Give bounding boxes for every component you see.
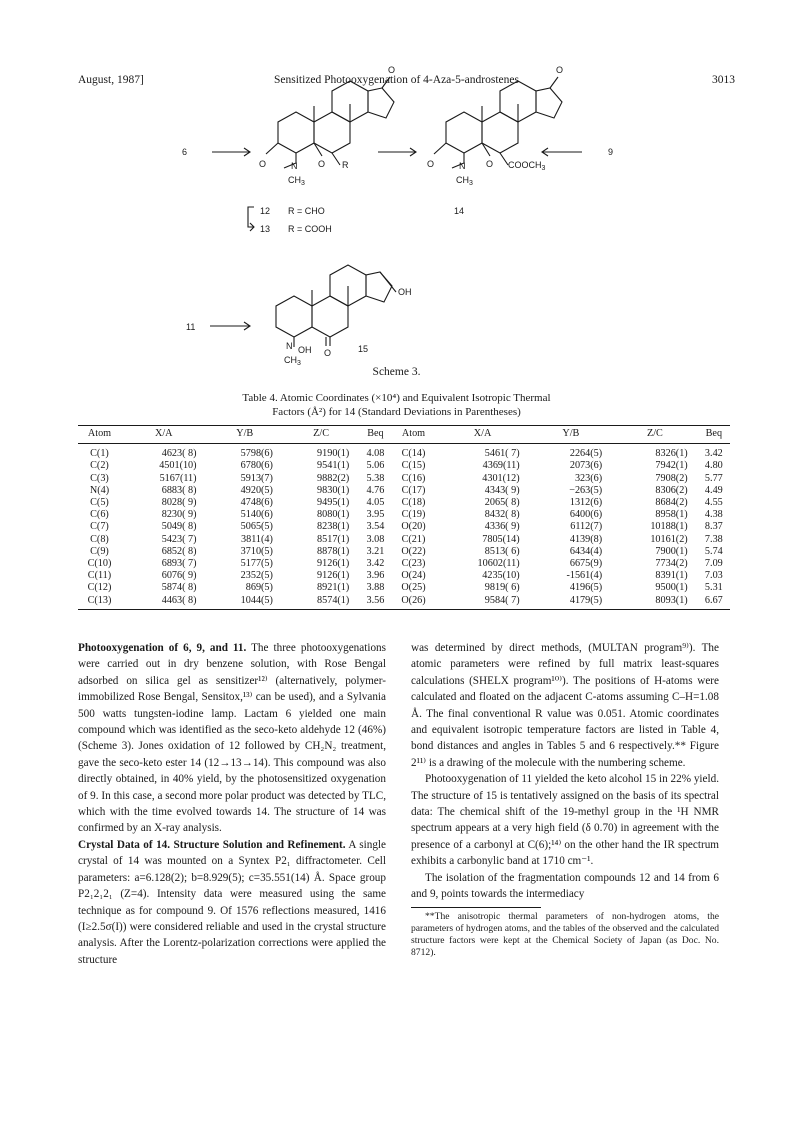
atom-label-o: O [388, 65, 396, 75]
table-cell: 4748(6) [240, 497, 273, 509]
table-cell: C(11) [87, 570, 112, 582]
table-cell: 323(6) [574, 472, 603, 484]
table-cell: 7.38 [704, 533, 723, 545]
table-cell: 3710(5) [240, 545, 273, 557]
table-row [78, 582, 730, 594]
ester-group-label: $COOCH_3$ [508, 160, 546, 172]
table-cell: 3.96 [366, 570, 385, 582]
table-cell: 4235(10) [482, 570, 520, 582]
table-cell: 9190(1) [317, 448, 350, 460]
substituent-r: R [342, 160, 349, 170]
table-cell: 4501(10) [159, 460, 197, 472]
section-heading: Crystal Data of 14. Structure Solution and Refinement. [78, 838, 346, 851]
atomic-coordinates-table [78, 425, 730, 610]
table-cell: 3.54 [366, 521, 385, 533]
atom-label-o: O [259, 159, 267, 169]
table-cell: 8080(1) [317, 509, 350, 521]
atom-label-o: O [556, 65, 564, 75]
table-cell: 7.09 [704, 558, 723, 570]
table-row [78, 473, 730, 485]
table-cell: 5.06 [366, 460, 385, 472]
column-header: Beq [698, 426, 730, 444]
table-cell: 5913(7) [240, 472, 273, 484]
table-cell: 8.37 [704, 521, 723, 533]
table-cell: 8517(1) [317, 533, 350, 545]
table-cell: 10602(11) [477, 558, 520, 570]
column-header: X/A [436, 426, 530, 444]
paragraph-text: The isolation of the fragmentation compounds 12 and 14 from 6 and 9, points towards the intermediacy [411, 871, 719, 901]
table-cell: C(10) [87, 558, 112, 570]
table-cell: 9830(1) [317, 484, 350, 496]
paragraph-text: Photooxygenation of 11 yielded the keto alcohol 15 in 22% yield. The structure of 15 is tentatively assigned on the basis of its spectral data: The chemical shift of the 19-methyl group in the ¹H NMR spectrum appears at a very high field (δ 0.70) in agreement with the presence of a carbonyl at C(6);¹⁴⁾ on the other hand the IR spectrum exhibits a carbonylic band at 1710 cm⁻¹. [411, 773, 719, 868]
footnote-rule [411, 907, 541, 908]
table-cell: 1312(6) [569, 497, 603, 509]
table-cell: C(19) [401, 509, 426, 521]
table-cell: C(18) [401, 497, 426, 509]
table-cell: 6852( 8) [161, 545, 197, 557]
table-cell: 5.74 [704, 545, 723, 557]
table-cell: 10161(2) [650, 533, 688, 545]
table-cell: 4139(8) [569, 533, 603, 545]
left-text-column [78, 640, 386, 968]
table-cell: C(12) [87, 582, 112, 594]
table-row [78, 595, 730, 610]
table-cell: 6893( 7) [161, 558, 197, 570]
atom-label-n: N [286, 341, 293, 351]
atom-label-o: O [324, 348, 332, 358]
footnote: **The anisotropic thermal parameters of non-hydrogen atoms, the parameters of hydrogen atoms, and the tables of the observed and the calculated structure factors were kept at the Chemical Society of Japan (as Doc. No. 8712). [411, 910, 719, 958]
table-cell: 6112(7) [570, 521, 603, 533]
table-cell: C(7) [90, 521, 109, 533]
table-cell: 4920(5) [240, 484, 273, 496]
atom-label-n: N [459, 161, 466, 171]
table-row [78, 558, 730, 570]
compound-label-11: 11 [186, 322, 196, 332]
table-cell: 8574(1) [283, 595, 359, 610]
structure-keto-alcohol-15 [276, 265, 396, 347]
table-row [78, 460, 730, 472]
column-header: Y/B [530, 426, 613, 444]
table-cell: 5167(11) [159, 472, 197, 484]
table-cell: 2264(5) [569, 448, 603, 460]
section-heading: Photooxygenation of 6, 9, and 11. [78, 642, 247, 654]
table-cell: O(25) [401, 582, 426, 594]
table-cell: 7942(1) [655, 460, 688, 472]
table-cell: 3.08 [366, 533, 385, 545]
table-cell: 10188(1) [650, 521, 688, 533]
methyl-label: $CH_3$ [456, 175, 473, 187]
table-cell: 4196(5) [569, 582, 603, 594]
table-cell: 1044(5) [207, 595, 283, 610]
table-row [78, 570, 730, 582]
r-substituent-cooh: R = COOH [288, 224, 332, 234]
scheme-caption: Scheme 3. [372, 366, 421, 378]
table-cell: 3.88 [366, 582, 385, 594]
table-cell: C(16) [401, 472, 426, 484]
table-cell: 8306(2) [655, 484, 688, 496]
table-cell: O(20) [401, 521, 426, 533]
table-cell: C(3) [90, 472, 109, 484]
table-row [78, 546, 730, 558]
table-cell: 6883( 8) [161, 484, 197, 496]
table-cell: 4.38 [704, 509, 723, 521]
page-number: 3013 [712, 74, 735, 86]
table-cell: 2073(6) [569, 460, 603, 472]
table-cell: 9819( 6) [484, 582, 520, 594]
table-cell: 8684(2) [655, 497, 688, 509]
table-cell: 3.21 [366, 545, 385, 557]
table-cell: 3.56 [359, 595, 391, 610]
table-cell: -1561(4) [566, 570, 603, 582]
table-cell: C(8) [90, 533, 109, 545]
table-cell: 6434(4) [569, 545, 603, 557]
table-cell: C(23) [401, 558, 426, 570]
table-cell: 8921(1) [317, 582, 350, 594]
table-cell: 3.42 [366, 558, 385, 570]
table-cell: 9500(1) [655, 582, 688, 594]
methyl-label: $CH_3$ [284, 355, 301, 367]
atom-label-n: N [291, 161, 298, 171]
compound-label-14: 14 [454, 206, 465, 216]
running-header-title: Sensitized Photooxygenation of 4-Aza-5-androstenes [274, 74, 519, 86]
table-cell: 8093(1) [612, 595, 698, 610]
table-cell: 7.03 [704, 570, 723, 582]
scheme-3-reaction-diagram [0, 0, 793, 380]
paragraph-text: The three photooxygenations were carried out in dry benzene solution, with Rose Bengal adsorbed on silica gel as sensitizer¹²⁾ (alternatively, polymer-immobilized Rose Bengal, Sensitox,¹³⁾ can be used), and a Sylvania 500 watts tungsten-iodine lamp. Lactam 6 yielded one main compound which was identified as the seco-keto aldehyde 12 (46%) (Scheme 3). Jones oxidation of 12 followed by CH₂N₂ treatment, gave the seco-keto ester 14 (12→13→14). This compound was also directly obtained, in 40% yield, by the photosensitized oxygenation of 9. In this case, a second more polar product was detected by TLC, which with the time evolved towards 14. The structure of 14 was confirmed by an X-ray analysis. [78, 642, 386, 835]
column-header: Atom [78, 426, 121, 444]
table-cell: 7805(14) [482, 533, 520, 545]
table-cell: 5177(5) [240, 558, 273, 570]
table-cell: 5.77 [704, 472, 723, 484]
table-cell: 8432( 8) [484, 509, 520, 521]
table-cell: 2352(5) [240, 570, 273, 582]
right-text-column [411, 640, 719, 959]
table-cell: 4.05 [366, 497, 385, 509]
table-cell: 4.76 [366, 484, 385, 496]
table-cell: 8391(1) [655, 570, 688, 582]
table-cell: 3811(4) [241, 533, 273, 545]
structure-seco-keto-ester-14 [434, 77, 562, 168]
table-cell: 4.08 [366, 448, 385, 460]
table-cell: O(26) [392, 595, 436, 610]
table-cell: 4.49 [704, 484, 723, 496]
table-row [78, 485, 730, 497]
table-caption-line-2: Factors (Å²) for 14 (Standard Deviations in Parentheses) [272, 406, 521, 418]
table-cell: 4.80 [704, 460, 723, 472]
table-row [78, 509, 730, 521]
table-cell: N(4) [89, 484, 110, 496]
table-cell: C(2) [90, 460, 109, 472]
table-cell: 3.95 [366, 509, 385, 521]
paragraph-text: was determined by direct methods, (MULTAN program⁹⁾). The atomic parameters were refined by full matrix least-squares calculations (SHELX program¹⁰⁾). The positions of H-atoms were calculated and floated on the adjacent C-atoms assuming C–H=1.08 Å. The final conventional R value was 0.051. Atomic coordinates and equivalent isotropic temperature factors are listed in Table 4, bond distances and angles in Tables 5 and 6 respectively.** Figure 2¹¹⁾ is a drawing of the molecule with the numbering scheme. [411, 642, 719, 769]
table-cell: 8326(1) [655, 448, 688, 460]
table-cell: 5874( 8) [161, 582, 197, 594]
table-cell: 8878(1) [317, 545, 350, 557]
atom-label-o: O [427, 159, 435, 169]
table-row [78, 521, 730, 533]
table-cell: 9495(1) [317, 497, 350, 509]
table-cell: 6400(6) [569, 509, 603, 521]
table-cell: 5.31 [704, 582, 723, 594]
table-cell: 6076( 9) [161, 570, 197, 582]
column-header: Beq [359, 426, 391, 444]
table-cell: C(13) [78, 595, 121, 610]
column-header: Atom [392, 426, 436, 444]
table-cell: 3.42 [704, 448, 723, 460]
table-cell: 7908(2) [655, 472, 688, 484]
hydroxyl-label: OH [298, 345, 312, 355]
table-cell: 7734(2) [655, 558, 688, 570]
compound-label-9: 9 [608, 147, 614, 157]
table-cell: C(15) [401, 460, 426, 472]
table-cell: 5140(6) [240, 509, 273, 521]
table-cell: C(21) [401, 533, 426, 545]
table-cell: 9882(2) [317, 472, 350, 484]
compound-label-12: 12 [260, 206, 271, 216]
table-cell: 4343( 9) [484, 484, 520, 496]
column-header: Y/B [207, 426, 283, 444]
column-header: X/A [121, 426, 207, 444]
table-cell: 9541(1) [317, 460, 350, 472]
compound-label-13: 13 [260, 224, 271, 234]
table-cell: 8513( 6) [484, 545, 520, 557]
table-cell: C(17) [401, 484, 426, 496]
table-cell: C(6) [90, 509, 109, 521]
table-cell: 5423( 7) [161, 533, 197, 545]
table-header-row [78, 426, 730, 444]
table-cell: 9126(1) [317, 558, 350, 570]
table-cell: 8238(1) [317, 521, 350, 533]
hydroxyl-label: OH [398, 287, 412, 297]
table-cell: 9126(1) [317, 570, 350, 582]
table-cell: 2065( 8) [484, 497, 520, 509]
running-header-journal-date: August, 1987] [78, 74, 144, 86]
methyl-label: $CH_3$ [288, 175, 305, 187]
table-cell: 869(5) [245, 582, 273, 594]
table-row [78, 534, 730, 546]
compound-label-6: 6 [182, 147, 188, 157]
table-cell: 4179(5) [530, 595, 613, 610]
table-cell: 9584( 7) [436, 595, 530, 610]
table-cell: 4301(12) [482, 472, 520, 484]
table-cell: 5461( 7) [484, 448, 520, 460]
table-caption-line-1: Table 4. Atomic Coordinates (×10⁴) and Equivalent Isotropic Thermal [242, 392, 551, 404]
table-cell: 4.55 [704, 497, 723, 509]
atom-label-o: O [486, 159, 494, 169]
table-row [78, 444, 730, 461]
table-cell: 8958(1) [655, 509, 688, 521]
table-cell: O(24) [401, 570, 426, 582]
table-cell: 7900(1) [655, 545, 688, 557]
structure-seco-keto-R [266, 77, 394, 168]
table-cell: 8028( 9) [161, 497, 197, 509]
table-cell: C(1) [90, 448, 109, 460]
table-cell: 6780(6) [240, 460, 273, 472]
table-cell: 6.67 [698, 595, 730, 610]
atom-label-o: O [318, 159, 326, 169]
table-cell: 8230( 9) [161, 509, 197, 521]
r-substituent-cho: R = CHO [288, 206, 325, 216]
column-header: Z/C [283, 426, 359, 444]
compound-label-15: 15 [358, 344, 369, 354]
table-cell: 5049( 8) [161, 521, 197, 533]
table-cell: 5798(6) [240, 448, 273, 460]
table-cell: C(9) [90, 545, 109, 557]
column-header: Z/C [612, 426, 698, 444]
table-cell: 5.38 [366, 472, 385, 484]
table-cell: 5065(5) [240, 521, 273, 533]
table-cell: 4336( 9) [484, 521, 520, 533]
table-cell: −263(5) [569, 484, 603, 496]
table-cell: 6675(9) [569, 558, 603, 570]
table-cell: O(22) [401, 545, 426, 557]
table-cell: 4623( 8) [161, 448, 197, 460]
table-cell: 4369(11) [482, 460, 520, 472]
reaction-arrows [210, 148, 582, 330]
table-cell: 4463( 8) [121, 595, 207, 610]
table-row [78, 497, 730, 509]
paragraph-text: A single crystal of 14 was mounted on a Syntex P2₁ diffractometer. Cell parameters: a=6.128(2); b=8.929(5); c=35.551(14) Å. Space group P2₁2₁2₁ (Z=4). Intensity data were measured using the same technique as for compound 9. Of 1576 reflections measured, 1416 (I≥2.5σ(I)) were considered reliable and used in the crystal structure analysis. After the Lorentz-polarization corrections were applied the structure [78, 838, 387, 966]
table-cell: C(14) [401, 448, 426, 460]
table-cell: C(5) [90, 497, 109, 509]
